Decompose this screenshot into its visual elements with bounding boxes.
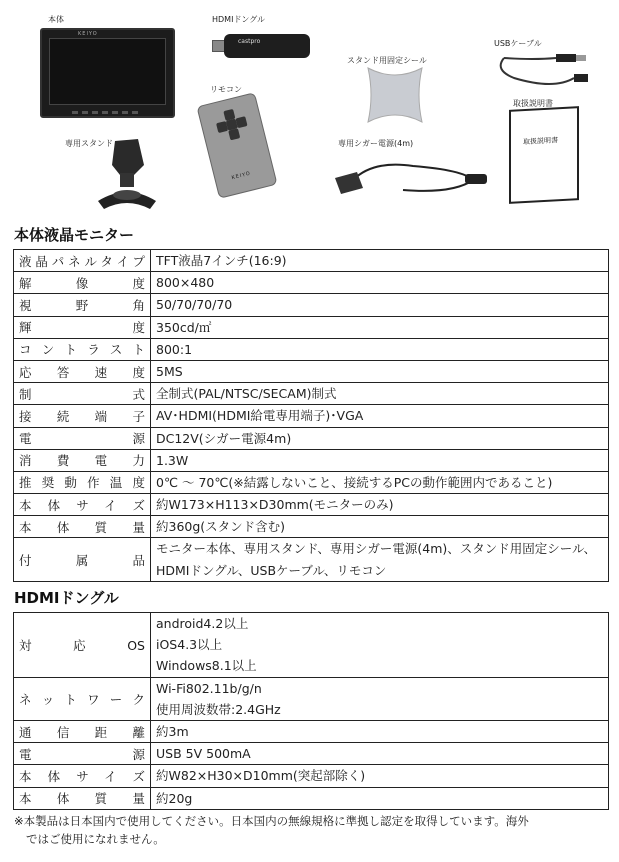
spec-value bbox=[151, 494, 609, 516]
spec-value bbox=[151, 471, 609, 493]
spec-row bbox=[14, 250, 609, 272]
spec-value bbox=[151, 743, 609, 765]
spec-row bbox=[14, 427, 609, 449]
spec-value-line: android4.2以上 bbox=[156, 616, 249, 631]
spec-value bbox=[151, 338, 609, 360]
spec-value-line: 800×480 bbox=[156, 275, 215, 291]
spec-value bbox=[151, 294, 609, 316]
spec-label: 接続端子 bbox=[14, 405, 151, 427]
spec-label: 電源 bbox=[14, 427, 151, 449]
spec-value-line: 0℃ ～ 70℃(※結露しないこと、接続するPCの動作範囲内であること) bbox=[156, 474, 553, 490]
caption-cigar: 専用シガー電源(4m) bbox=[338, 139, 414, 148]
spec-label: 本体質量 bbox=[14, 787, 151, 809]
spec-row bbox=[14, 360, 609, 382]
spec-value bbox=[151, 383, 609, 405]
cigar-cable-image bbox=[333, 150, 493, 210]
manual-image bbox=[509, 106, 579, 204]
caption-usb: USBケーブル bbox=[494, 39, 542, 48]
spec-label: コントラスト bbox=[14, 338, 151, 360]
spec-row bbox=[14, 494, 609, 516]
spec-row bbox=[14, 720, 609, 742]
spec-value-line: Wi-Fi802.11b/g/n bbox=[156, 680, 262, 696]
spec-row bbox=[14, 613, 609, 678]
spec-value bbox=[151, 449, 609, 471]
spec-value-line: モニター本体、専用スタンド、専用シガー電源(4m)、スタンド用固定シール、 bbox=[156, 541, 597, 557]
spec-row bbox=[14, 765, 609, 787]
spec-row bbox=[14, 471, 609, 493]
usb-cable-image bbox=[494, 40, 594, 95]
spec-label: 応答速度 bbox=[14, 360, 151, 382]
spec-row bbox=[14, 272, 609, 294]
spec-label: 本体質量 bbox=[14, 516, 151, 538]
spec-value-line: AV･HDMI(HDMI給電専用端子)･VGA bbox=[156, 408, 364, 424]
spec-label: 輝度 bbox=[14, 316, 151, 338]
spec-value-line: 使用周波数帯:2.4GHz bbox=[156, 701, 281, 717]
caption-dongle: HDMIドングル bbox=[212, 15, 266, 24]
spec-value-line: iOS4.3以上 bbox=[156, 637, 223, 653]
remote-brand: KEIYO bbox=[231, 170, 252, 182]
product-contents-photo bbox=[0, 0, 619, 218]
spec-row bbox=[14, 538, 609, 581]
caption-seal: スタンド用固定シール bbox=[347, 56, 427, 65]
spec-value-line: 全制式(PAL/NTSC/SECAM)制式 bbox=[156, 386, 337, 402]
spec-value-line: 約360g(スタンド含む) bbox=[156, 519, 286, 535]
spec-value-line: 50/70/70/70 bbox=[156, 297, 233, 313]
hdmi-dongle-image bbox=[212, 32, 310, 60]
manual-cover-title: 取扱説明書 bbox=[523, 136, 558, 147]
spec-row bbox=[14, 677, 609, 720]
spec-label: 視野角 bbox=[14, 294, 151, 316]
usage-note bbox=[14, 812, 609, 848]
spec-value-line: DC12V(シガー電源4m) bbox=[156, 430, 292, 446]
spec-value bbox=[151, 787, 609, 809]
stand-image bbox=[90, 135, 165, 215]
spec-row bbox=[14, 338, 609, 360]
note-line-1: ※本製品は日本国内で使用してください。日本国内の無線規格に準拠し認定を取得しています。海外 bbox=[14, 814, 529, 828]
spec-value-line: 約20g bbox=[156, 790, 193, 806]
spec-value-line: USB 5V 500mA bbox=[156, 746, 251, 762]
dongle-spec-table bbox=[13, 612, 609, 810]
spec-label: 本体サイズ bbox=[14, 765, 151, 787]
spec-label: 対応OS bbox=[14, 613, 151, 678]
spec-value-line: 800:1 bbox=[156, 341, 193, 357]
spec-value bbox=[151, 538, 609, 581]
section-title-monitor: 本体液晶モニター bbox=[14, 226, 135, 244]
monitor-spec-table bbox=[13, 249, 609, 582]
spec-row bbox=[14, 449, 609, 471]
spec-value bbox=[151, 720, 609, 742]
spec-value bbox=[151, 405, 609, 427]
spec-row bbox=[14, 787, 609, 809]
spec-value bbox=[151, 613, 609, 678]
spec-value bbox=[151, 250, 609, 272]
spec-label: 電源 bbox=[14, 743, 151, 765]
spec-row bbox=[14, 516, 609, 538]
spec-label: 解像度 bbox=[14, 272, 151, 294]
spec-value-line: 約W82×H30×D10mm(突起部除く) bbox=[156, 768, 366, 784]
spec-row bbox=[14, 405, 609, 427]
dongle-body bbox=[224, 34, 310, 58]
spec-value bbox=[151, 427, 609, 449]
spec-value bbox=[151, 765, 609, 787]
spec-label: 制式 bbox=[14, 383, 151, 405]
spec-value-line: HDMIドングル、USBケーブル、リモコン bbox=[156, 562, 387, 578]
spec-value bbox=[151, 360, 609, 382]
spec-label: 通信距離 bbox=[14, 720, 151, 742]
spec-value bbox=[151, 677, 609, 720]
spec-value-line: 350cd/㎡ bbox=[156, 319, 212, 335]
monitor-buttons bbox=[72, 111, 142, 114]
caption-monitor: 本体 bbox=[48, 15, 64, 24]
spec-value bbox=[151, 316, 609, 338]
monitor-image bbox=[40, 28, 175, 118]
spec-value-line: 約3m bbox=[156, 723, 189, 739]
spec-value-line: 5MS bbox=[156, 363, 183, 379]
spec-value-line: 1.3W bbox=[156, 452, 189, 468]
spec-value-line: Windows8.1以上 bbox=[156, 658, 257, 674]
caption-stand: 専用スタンド bbox=[65, 139, 113, 148]
spec-label: 消費電力 bbox=[14, 449, 151, 471]
section-title-dongle: HDMIドングル bbox=[14, 589, 119, 607]
spec-value-line: TFT液晶7インチ(16:9) bbox=[156, 253, 287, 268]
spec-label: 付属品 bbox=[14, 538, 151, 581]
monitor-brand: KEIYO bbox=[78, 31, 98, 37]
spec-label: 推奨動作温度 bbox=[14, 471, 151, 493]
spec-row bbox=[14, 743, 609, 765]
spec-row bbox=[14, 294, 609, 316]
monitor-screen bbox=[49, 38, 166, 105]
caption-remote: リモコン bbox=[210, 85, 242, 94]
dongle-logo: castpro bbox=[238, 38, 261, 45]
caption-manual: 取扱説明書 bbox=[513, 99, 553, 108]
spec-value bbox=[151, 272, 609, 294]
spec-label: 液晶パネルタイプ bbox=[14, 250, 151, 272]
spec-row bbox=[14, 316, 609, 338]
remote-dpad bbox=[214, 106, 250, 142]
spec-label: ネットワーク bbox=[14, 677, 151, 720]
spec-row bbox=[14, 383, 609, 405]
note-line-2: ではご使用になれません。 bbox=[26, 832, 165, 846]
spec-value bbox=[151, 516, 609, 538]
seal-image bbox=[358, 62, 432, 128]
remote-image bbox=[196, 92, 277, 199]
spec-label: 本体サイズ bbox=[14, 494, 151, 516]
spec-value-line: 約W173×H113×D30mm(モニターのみ) bbox=[156, 497, 394, 513]
